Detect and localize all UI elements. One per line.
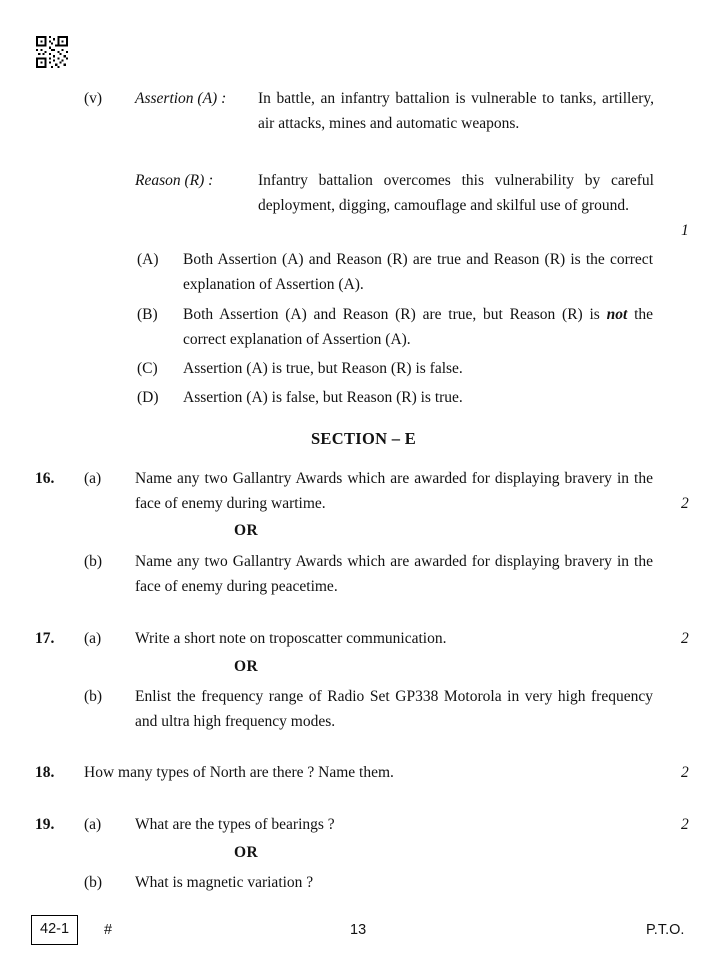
option-a-label: (A) (137, 251, 159, 268)
question-17a-text: Write a short note on troposcatter communication. (135, 630, 447, 647)
option-b-label: (B) (137, 306, 158, 323)
option-d-text: Assertion (A) is false, but Reason (R) is true. (183, 389, 463, 406)
question-18-marks: 2 (681, 764, 689, 781)
question-19-number: 19. (35, 816, 55, 833)
option-b-text-emphasis: not (606, 306, 628, 323)
question-19a-label: (a) (84, 816, 102, 833)
footer-hash: # (104, 922, 113, 938)
option-c-label: (C) (137, 360, 158, 377)
option-d-label: (D) (137, 389, 159, 406)
option-b-text-pre: Both Assertion (A) and Reason (R) are true, but Reason (R) is (183, 306, 607, 323)
option-a-text: Both Assertion (A) and Reason (R) are true and Reason (R) is the correct explanation of Assertion (A). (183, 251, 653, 293)
question-17a-label: (a) (84, 630, 102, 647)
question-16-or: OR (234, 522, 259, 539)
assertion-text: In battle, an infantry battalion is vulnerable to tanks, artillery, air attacks, mines and automatic weapons. (258, 90, 654, 132)
page-number: 13 (350, 922, 367, 938)
question-17b-text: Enlist the frequency range of Radio Set GP338 Motorola in very high frequency and ultra high frequency modes. (135, 688, 653, 730)
reason-label: Reason (R) : (135, 172, 214, 189)
question-17-or: OR (234, 658, 259, 675)
question-16-number: 16. (35, 470, 55, 487)
question-16a-text: Name any two Gallantry Awards which are awarded for displaying bravery in the face of enemy during wartime. (135, 470, 653, 512)
question-18-text: How many types of North are there ? Name them. (84, 764, 394, 781)
reason-text: Infantry battalion overcomes this vulnerability by careful deployment, digging, camouflage and skilful use of ground. (258, 172, 654, 214)
option-b-text (183, 302, 653, 352)
qr-code (36, 36, 68, 68)
question-17-number: 17. (35, 630, 55, 647)
question-19a-text: What are the types of bearings ? (135, 816, 335, 833)
question-16b-text: Name any two Gallantry Awards which are awarded for displaying bravery in the face of enemy during peacetime. (135, 553, 653, 595)
question-19-marks: 2 (681, 816, 689, 833)
option-b-text-post: the correct explanation of Assertion (A). (183, 306, 653, 348)
question-17-marks: 2 (681, 630, 689, 647)
question-19b-label: (b) (84, 874, 103, 891)
pto-label: P.T.O. (646, 922, 685, 938)
question-19-or: OR (234, 844, 259, 861)
question-16a-label: (a) (84, 470, 102, 487)
item-v-label: (v) (84, 90, 103, 107)
question-17b-label: (b) (84, 688, 103, 705)
question-19b-text: What is magnetic variation ? (135, 874, 314, 891)
question-16b-label: (b) (84, 553, 103, 570)
paper-code: 42-1 (31, 915, 78, 945)
assertion-label: Assertion (A) : (135, 90, 227, 107)
option-c-text: Assertion (A) is true, but Reason (R) is false. (183, 360, 463, 377)
question-18-number: 18. (35, 764, 55, 781)
section-heading: SECTION – E (310, 429, 417, 448)
question-16-marks: 2 (681, 495, 689, 512)
marks-value: 1 (681, 222, 689, 239)
